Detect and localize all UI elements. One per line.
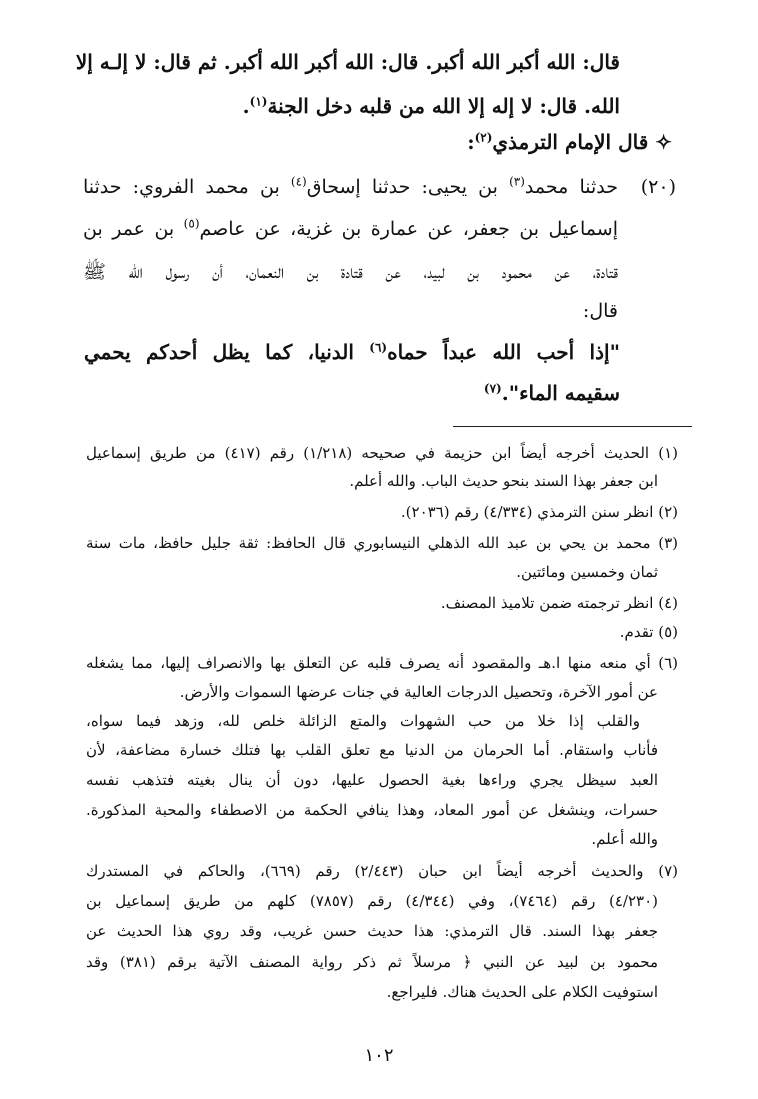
footnote-1-text-2: ابن جعفر بهذا السند بنحو حديث الباب. والله أعلم. [349, 472, 658, 490]
hadith-number-text: (٢٠) [640, 176, 676, 198]
footnote-6-text-4: فأناب واستقام. أما الحرمان من الدنيا مع تعلق القلب بها فتلك خسارة مضاعفة، لأن [86, 741, 658, 759]
footnote-3-line-2 [516, 563, 658, 581]
hadith-line-2 [0, 218, 758, 240]
footnote-7-line-2 [0, 892, 758, 910]
footnote-5 [620, 623, 678, 641]
footnote-ref-5[interactable]: (٥) [183, 216, 200, 231]
quote-line-2 [484, 381, 620, 405]
heading-text: قال الإمام الترمذي [492, 130, 649, 154]
footnote-4-text: (٤) انظر ترجمته ضمن تلاميذ المصنف. [440, 594, 678, 612]
footnote-ref-3[interactable]: (٣) [509, 174, 525, 189]
footnote-6-line-3 [0, 712, 758, 730]
hadith-line-3 [0, 260, 758, 288]
footnote-6-text-3: والقلب إذا خلا من حب الشهوات والمتع الزائلة خلص لله، وزهد فيما سواه، [86, 712, 640, 730]
footnote-7-text-2: (٤/٢٣٠) رقم (٧٤٦٤)، وفي (٤/٣٤٤) رقم (٧٨٥٧) كلهم من طريق إسماعيل بن [86, 892, 658, 910]
footnote-3-text-1: (٣) محمد بن يحي بن عبد الله الذهلي النيسابوري قال الحافظ: ثقة جليل حافظ، مات سنة [86, 534, 678, 552]
hadith-line-1-a: حدثنا محمد [524, 176, 618, 198]
page-number: ١٠٢ [364, 1045, 394, 1066]
footnote-ref-1[interactable]: (١) [249, 94, 268, 109]
footnote-1-line-2 [349, 472, 658, 490]
footnote-6-text-1: (٦) أي منعه منها ا.هـ والمقصود أنه يصرف قلبه عن التعلق بها والانصراف إليها، مما يشغله [86, 654, 678, 672]
footnote-7-text-1: (٧) والحديث أخرجه أيضاً ابن حبان (٢/٤٤٣) رقم (٦٦٩)، والحاكم في المستدرك [86, 862, 678, 880]
footnote-4 [441, 594, 678, 612]
footnote-7-text-5: استوفيت الكلام على الحديث هناك. فليراجع. [386, 983, 658, 1001]
hadith-line-2-b: بن عمر بن [83, 218, 184, 240]
hadith-line-1 [0, 176, 758, 198]
hadith-line-4-text: قال: [582, 300, 618, 322]
footnote-6-line-7 [591, 830, 658, 848]
footnote-5-text: (٥) تقدم. [619, 623, 678, 641]
heading-colon: : [467, 130, 475, 154]
footnote-ref-4[interactable]: (٤) [290, 174, 307, 189]
footnote-6-line-1 [0, 654, 758, 672]
hadith-line-1-c: بن محمد الفروي: حدثنا [83, 176, 291, 198]
footnote-6-line-2 [180, 683, 658, 701]
quote-line-1-b: الدنيا، كما يظل أحدكم يحمي [84, 340, 370, 364]
footnote-6-text-5: العبد سيظل يجري وراءها بغية الحصول عليها، دون أن ينال بغيته فتذهب نفسه [86, 771, 658, 789]
footnote-ref-2[interactable]: (٢) [474, 130, 493, 145]
footnote-3-line-1 [0, 534, 758, 552]
footnote-7-line-5 [387, 983, 658, 1001]
footnote-7-line-4 [0, 953, 758, 971]
quote-line-1-a: "إذا أحب الله عبداً حماه [387, 340, 620, 364]
footnote-6-text-2: عن أمور الآخرة، وتحصيل الدرجات العالية في جنات عرضها السموات والأرض. [179, 683, 658, 701]
footnote-1-text-1: (١) الحديث أخرجه أيضاً ابن حزيمة في صحيحه (١/٢١٨) رقم (٤١٧) من طريق إسماعيل [86, 444, 679, 462]
footnote-7-text-4: محمود بن لبيد عن النبي ﴿ مرسلاً ثم ذكر رواية المصنف الآتية برقم (٣٨١) وقد [86, 953, 658, 971]
footnote-6-text-6: حسرات، وينشغل عن أمور المعاد، وهذا ينافي الحكمة من الاصطفاء والمحبة المذكورة. [86, 801, 658, 819]
hadith-line-2-a: إسماعيل بن جعفر، عن عمارة بن غزية، عن عاصم [199, 218, 618, 240]
tirmidhi-heading [467, 130, 672, 154]
quote-line-1 [0, 340, 758, 364]
hadith-line-3-text: قتادة، عن محمود بن لبيد، عن قتادة بن النعمان، أن رسول الله ﷺ [83, 261, 618, 283]
footnote-7-text-3: جعفر بهذا السند. قال الترمذي: هذا حديث حسن غريب، وقد روي هذا الحديث عن [86, 922, 658, 940]
footnote-6-line-6 [0, 801, 758, 819]
quote-line-2-text: سقيمه الماء". [501, 381, 620, 405]
footnote-2-text: (٢) انظر سنن الترمذي (٤/٣٣٤) رقم (٢٠٣٦). [400, 503, 678, 521]
footnote-7-line-1 [0, 862, 758, 880]
footnote-7-line-3 [0, 922, 758, 940]
footnote-ref-6[interactable]: (٦) [369, 340, 388, 355]
main-line-2: الله. قال: لا إله إلا الله من قلبه دخل الجنة$^{(١)}$. [242, 94, 620, 118]
footnote-1-line-1 [0, 444, 758, 462]
main-line-2-text: الله. قال: لا إله إلا الله من قلبه دخل الجنة [267, 94, 620, 118]
footnote-6-line-5 [0, 771, 758, 789]
star-bullet-icon: ✧ [655, 130, 672, 154]
footnote-separator [453, 426, 692, 427]
footnote-3-text-2: ثمان وخمسين ومائتين. [516, 563, 658, 581]
footnote-6-line-4 [0, 741, 758, 759]
main-line-1 [0, 50, 758, 74]
hadith-line-1-b: بن يحيى: حدثنا إسحاق [306, 176, 510, 198]
footnote-ref-7[interactable]: (٧) [483, 381, 502, 396]
main-line-1-text: قال: الله أكبر الله أكبر. قال: الله أكبر الله أكبر. ثم قال: لا إلـه إلا [75, 50, 620, 74]
footnote-6-text-7: والله أعلم. [591, 830, 658, 848]
footnote-2 [401, 503, 678, 521]
hadith-line-4 [583, 300, 618, 322]
